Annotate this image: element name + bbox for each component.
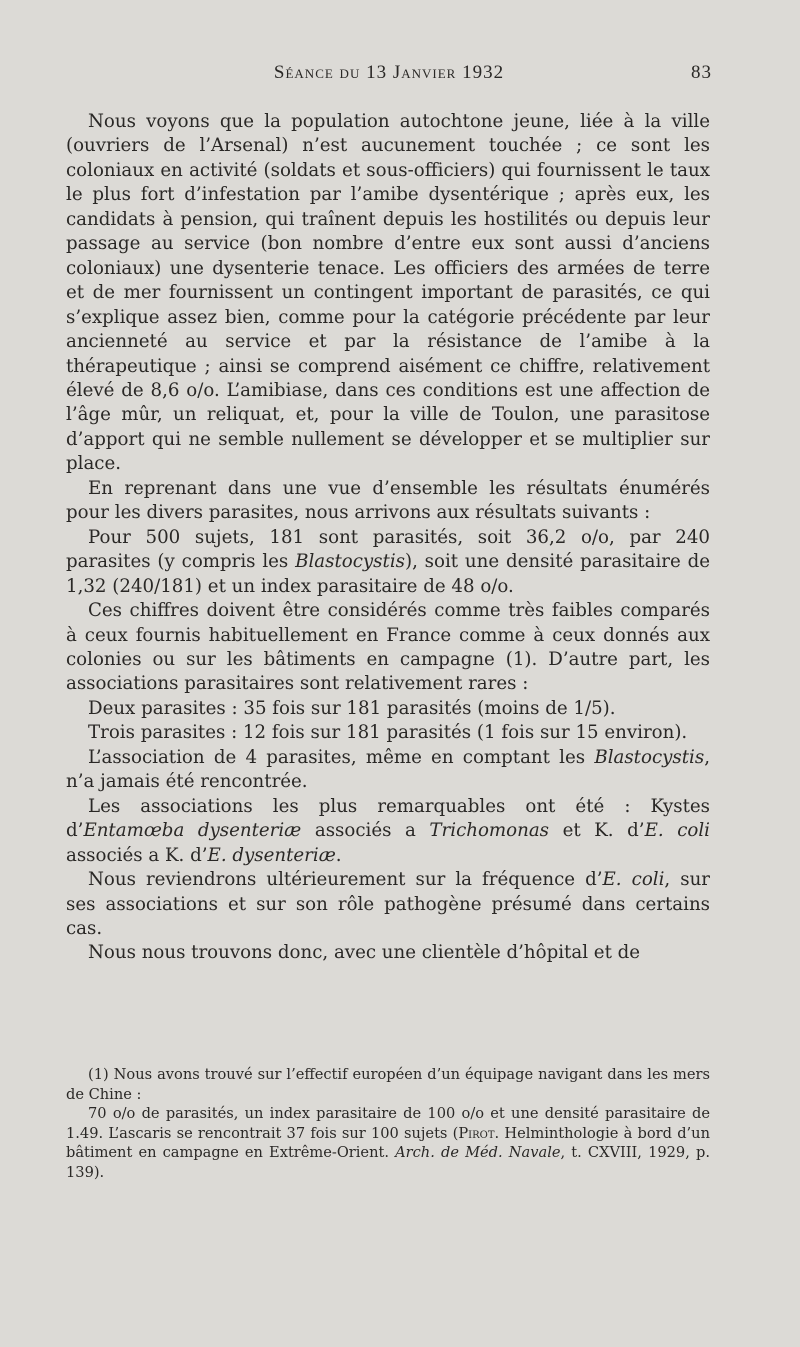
- paragraph-four-parasites: L’association de 4 parasites, même en comptant les Blastocystis, n’a jamais été rencontrée.: [66, 746, 710, 793]
- page-number: 83: [691, 62, 712, 83]
- footnote-1: (1) Nous avons trouvé sur l’effectif européen d’un équipage navigant dans les mers de Chine :: [66, 1066, 710, 1103]
- footnote-1-continued: 70 o/o de parasités, un index parasitaire de 100 o/o et une densité parasitaire de 1.49. L’ascaris se rencontrait 37 fois sur 100 sujets (Pirot. Helminthologie à bord d’un bâtiment en campagne en Extrême-Orient. Arch. de Méd. Navale, t. CXVIII, 1929, p. 139).: [66, 1105, 710, 1181]
- paragraph-associations: Les associations les plus remarquables ont été : Kystes d’Entamœba dysenteriæ associés a Trichomonas et K. d’E. coli associés a K. d’E. dysenteriæ.: [66, 795, 710, 866]
- paragraph-conclusion-start: Nous nous trouvons donc, avec une clientèle d’hôpital et de: [88, 942, 641, 964]
- body-text: [66, 110, 710, 966]
- page-header: [66, 62, 712, 92]
- paragraph-three-parasites: Trois parasites : 12 fois sur 181 parasités (1 fois sur 15 environ).: [88, 722, 688, 744]
- running-title: Séance du 13 Janvier 1932: [273, 62, 505, 83]
- footnotes: [66, 1065, 710, 1183]
- paragraph-comparison: Ces chiffres doivent être considérés comme très faibles comparés à ceux fournis habituellement en France comme à ceux donnés aux colonies ou sur les bâtiments en campagne (1). D’autre part, les associations parasitaires sont relativement rares :: [66, 600, 710, 695]
- paragraph-two-parasites: Deux parasites : 35 fois sur 181 parasités (moins de 1/5).: [88, 697, 616, 719]
- paragraph-population: Nous voyons que la population autochtone jeune, liée à la ville (ouvriers de l’Arsenal) n’est aucunement touchée ; ce sont les coloniaux en activité (soldats et sous-officiers) qui fournissent le taux le plus fort d’infestation par l’amibe dysentérique ; après eux, les candidats à pension, qui traînent depuis les hostilités ou depuis leur passage au service (bon nombre d’entre eux sont aussi d’anciens coloniaux) une dysenterie tenace. Les officiers des armées de terre et de mer fournissent un contingent important de parasités, ce qui s’explique assez bien, comme pour la catégorie précédente par leur ancienneté au service et par la résistance de l’amibe à la thérapeutique ; ainsi se comprend aisément ce chiffre, relativement élevé de 8,6 o/o. L’amibiase, dans ces conditions est une affection de l’âge mûr, un reliquat, et, pour la ville de Toulon, une parasitose d’apport qui ne semble nullement se développer et se multiplier sur place.: [66, 111, 710, 475]
- paragraph-coli: Nous reviendrons ultérieurement sur la fréquence d’E. coli, sur ses associations et sur son rôle pathogène présumé dans certains cas.: [66, 869, 710, 939]
- paragraph-overview: En reprenant dans une vue d’ensemble les résultats énumérés pour les divers parasites, nous arrivons aux résultats suivants :: [66, 477, 710, 524]
- paragraph-totals: Pour 500 sujets, 181 sont parasités, soit 36,2 o/o, par 240 parasites (y compris les Blastocystis), soit une densité parasitaire de 1,32 (240/181) et un index parasitaire de 48 o/o.: [66, 526, 710, 597]
